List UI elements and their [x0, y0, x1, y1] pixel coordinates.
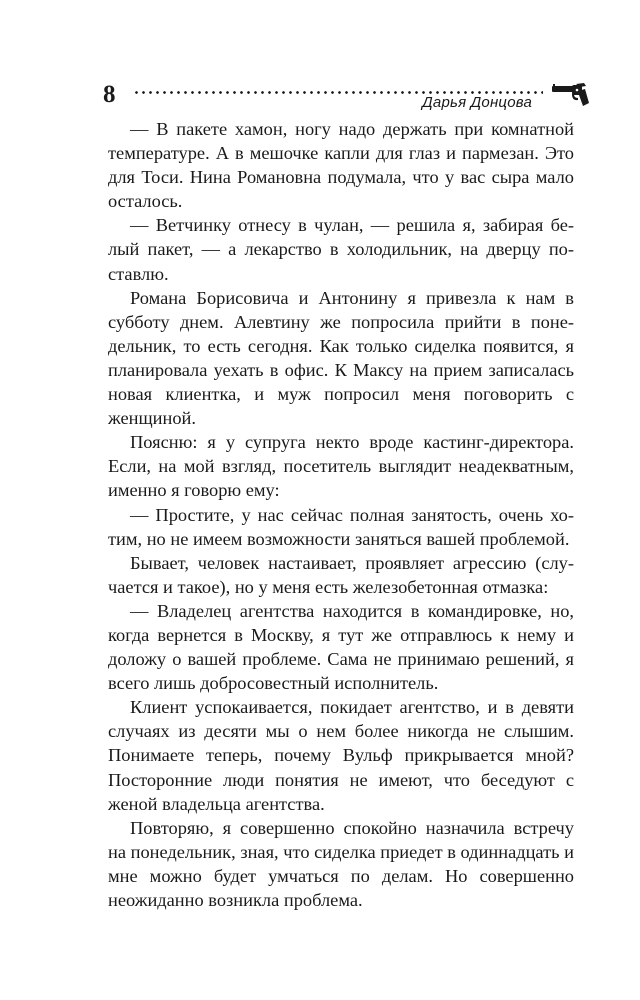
revolver-icon [550, 79, 590, 109]
paragraph: Повторяю, я совершенно спокойно назначила встречу на понедельник, зная, что сиделка приедет в одиннадцать и мне можно будет умчаться по делам. Но совершенно неожиданно возникла проблема. [108, 817, 574, 910]
paragraph: Поясню: я у супруга некто вроде кастинг-директора. Если, на мой взгляд, посетитель выглядит неадекватным, именно я говорю ему: [108, 432, 574, 501]
running-header [100, 78, 590, 118]
author-name: Дарья Донцова [422, 94, 532, 111]
paragraph: Романа Борисовича и Антонину я привезла к нам в субботу днем. Алевтину же попросила прийти в понедельник, то есть сегодня. Как только сиделка появится, я планировала уехать в офис. К Максу на прием записалась новая клиентка, и муж попросил меня поговорить с женщиной. [108, 287, 574, 429]
paragraph: — Владелец агентства находится в командировке, но, когда вернется в Москву, я тут же отправлюсь к нему и доложу о вашей проблеме. Сама не принимаю решений, я всего лишь добросовестный исполнитель. [108, 600, 574, 694]
paragraph: Клиент успокаивается, покидает агентство, и в девяти случаях из десяти мы о нем более никогда не слышим. Понимаете теперь, почему Вульф прикрывается мной? Посторонние люди понятия не имеют, что беседуют с женой владельца агентства. [108, 697, 574, 814]
page-number: 8 [103, 81, 116, 108]
paragraph: Бывает, человек настаивает, проявляет агрессию (случается и такое), но у меня есть железобетонная отмазка: [108, 552, 574, 597]
body-text [108, 117, 574, 912]
paragraph: — В пакете хамон, ногу надо держать при комнатной температуре. А в мешочке капли для глаз и пармезан. Это для Тоси. Нина Романовна подумала, что у вас сыра мало осталось. [108, 119, 574, 212]
paragraph: — Ветчинку отнесу в чулан, — решила я, забирая белый пакет, — а лекарство в холодильник, на дверцу поставлю. [108, 215, 574, 284]
paragraph: — Простите, у нас сейчас полная занятость, очень хотим, но не имеем возможности заняться вашей проблемой. [108, 504, 574, 549]
